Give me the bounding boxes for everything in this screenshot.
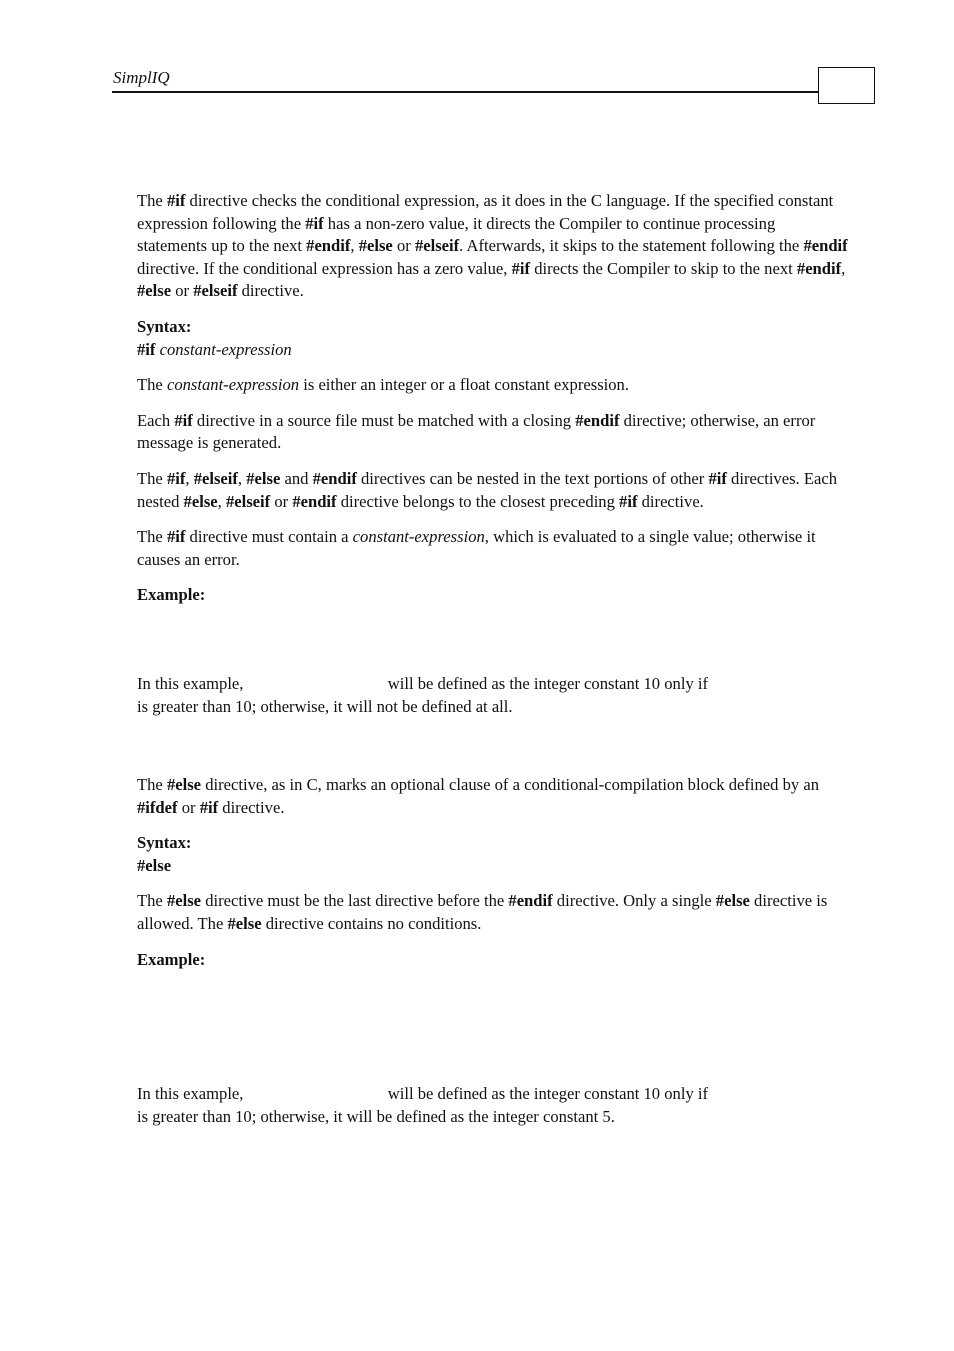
header-rule	[112, 91, 819, 93]
else-example-code-area	[137, 971, 849, 1083]
document-body	[137, 190, 849, 1128]
if-syntax-keyword: #if	[137, 339, 156, 359]
if-syntax-label: Syntax:	[137, 316, 192, 336]
else-syntax-block	[137, 832, 849, 877]
else-syntax-label: Syntax:	[137, 833, 192, 853]
if-constant-expression-paragraph: The constant-expression is either an integer or a float constant expression.	[137, 375, 630, 395]
else-syntax-keyword: #else	[137, 855, 172, 875]
if-matching-paragraph: Each #if directive in a source file must be matched with a closing #endif directive; otherwise, an error message is generated.	[137, 410, 816, 453]
if-evaluation-paragraph: The #if directive must contain a constant-expression, which is evaluated to a single value; otherwise it causes an error.	[137, 527, 816, 569]
page-number-box	[818, 67, 875, 104]
if-example-label: Example:	[137, 585, 206, 605]
else-example-label: Example:	[137, 949, 206, 969]
if-example-code-area	[137, 607, 849, 673]
else-rules-paragraph: The #else directive must be the last directive before the #endif directive. Only a single #else directive is allowed. The #else directive contains no conditions.	[137, 891, 828, 934]
if-nesting-paragraph: The #if, #elseif, #else and #endif directives can be nested in the text portions of other #if directives. Each nested #else, #elseif or #endif directive belongs to the closest preceding #if directive.	[137, 468, 838, 511]
if-description-paragraph: The #if directive checks the conditional expression, as it does in the C language. If the specified constant expression following the #if has a non-zero value, it directs the Compiler to continue processing statements up to the next #endif, #else or #elseif. Afterwards, it skips to the statement following the #endif directive. If the conditional expression has a zero value, #if directs the Compiler to skip to the next #endif, #else or #elseif directive.	[137, 191, 848, 301]
else-description-paragraph: The #else directive, as in C, marks an optional clause of a conditional-compilation block defined by an #ifdef or #if directive.	[137, 775, 820, 817]
if-example-explanation: In this example, will be defined as the integer constant 10 only if is greater than 10; otherwise, it will not be defined at all.	[137, 673, 713, 716]
header-title: SimplIQ	[113, 68, 170, 87]
else-example-explanation: In this example, will be defined as the integer constant 10 only if is greater than 10; otherwise, it will be defined as the integer constant 5.	[137, 1084, 713, 1126]
if-syntax-argument: constant-expression	[159, 339, 292, 359]
if-syntax-block	[137, 316, 849, 361]
